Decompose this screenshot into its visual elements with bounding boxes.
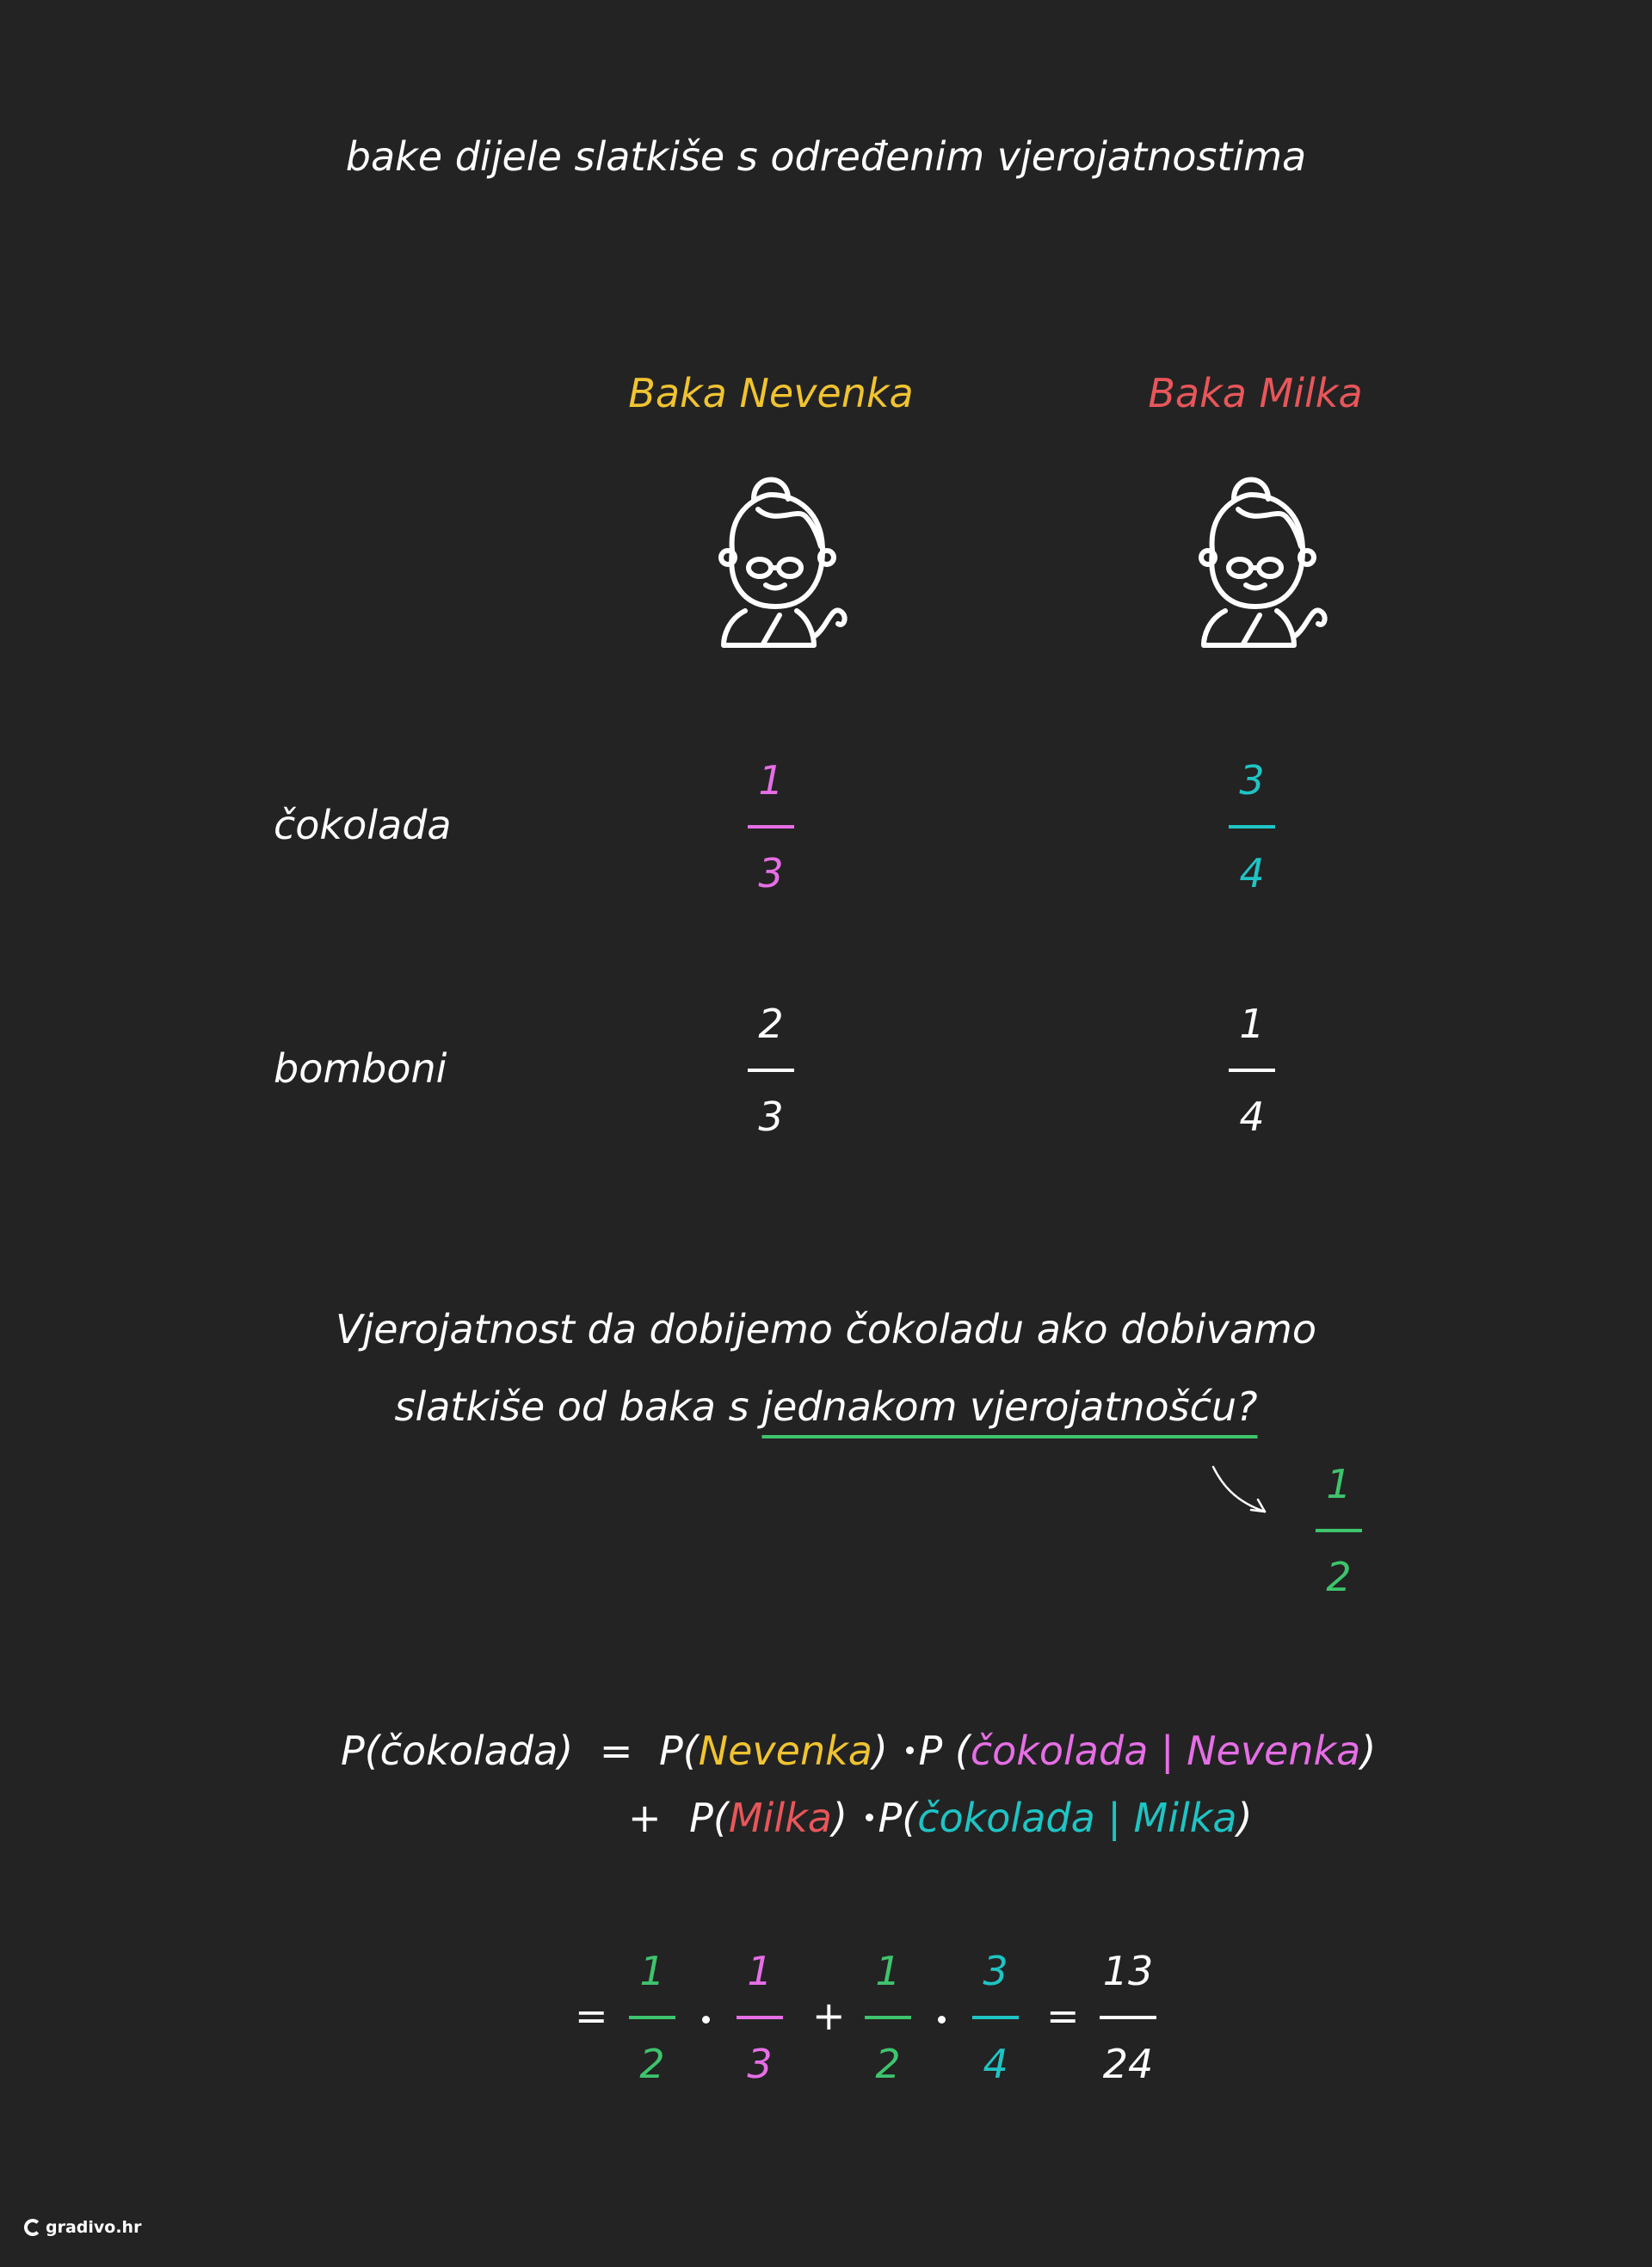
- numerator: 1: [1239, 1001, 1265, 1047]
- fraction-bar: [1229, 1069, 1275, 1072]
- formula-plus: +: [628, 1795, 662, 1841]
- multiplication-dot: [906, 1746, 914, 1754]
- formula-nevenka: Nevenka: [698, 1728, 872, 1774]
- formula-lhs: P(čokolada): [341, 1728, 574, 1774]
- logo-icon: [24, 2219, 41, 2236]
- formula-p-open-2: P (: [918, 1728, 971, 1774]
- numerator: 1: [747, 1948, 773, 1994]
- numerator: 1: [875, 1948, 901, 1994]
- grandma-icon: [693, 456, 848, 654]
- numerator: 2: [758, 1001, 784, 1047]
- formula-close-2: ): [1360, 1728, 1377, 1774]
- arrow-icon: [1205, 1458, 1273, 1519]
- formula-equals: =: [599, 1728, 633, 1774]
- denominator: 3: [758, 850, 784, 896]
- calc-fraction-4: [944, 1946, 1047, 2089]
- fraction-bar: [1229, 825, 1275, 829]
- calc-equals-2: =: [1046, 1993, 1080, 2039]
- fraction-bar: [1316, 1529, 1362, 1532]
- logo-text: gradivo.hr: [46, 2218, 142, 2237]
- multiplication-dot: [866, 1814, 873, 1821]
- row-label-cokolada: čokolada: [274, 802, 452, 848]
- fraction-bar: [972, 2016, 1019, 2019]
- denominator: 24: [1102, 2041, 1154, 2087]
- formula-line-1: [341, 1728, 1376, 1774]
- formula-cond-nevenka: čokolada | Nevenka: [970, 1728, 1361, 1774]
- fraction-bar: [748, 825, 794, 829]
- formula-close: ): [872, 1728, 888, 1774]
- fraction-bar: [865, 2016, 911, 2019]
- numerator: 13: [1102, 1948, 1154, 1994]
- calc-equals: =: [575, 1993, 608, 2039]
- denominator: 3: [747, 2041, 773, 2087]
- denominator: 2: [875, 2041, 901, 2087]
- gradivo-logo[interactable]: [24, 2218, 141, 2237]
- row-label-bomboni: bomboni: [274, 1045, 447, 1092]
- numerator: 1: [639, 1948, 665, 1994]
- formula-milka: Milka: [728, 1795, 832, 1841]
- calc-plus: +: [812, 1993, 846, 2039]
- formula-p-open-4: P(: [878, 1795, 918, 1841]
- numerator: 1: [1326, 1461, 1352, 1507]
- fraction-bar: [748, 1069, 794, 1072]
- fraction-milka-bomboni: [1200, 999, 1304, 1142]
- calc-fraction-2: [708, 1946, 811, 2089]
- denominator: 4: [983, 2041, 1008, 2087]
- calc-fraction-1: [601, 1946, 704, 2089]
- fraction-nevenka-cokolada: [719, 755, 823, 898]
- grandma-name-nevenka: Baka Nevenka: [628, 370, 914, 416]
- formula-close-3: ): [831, 1795, 848, 1841]
- question-line-1: Vjerojatnost da dobijemo čokoladu ako dobivamo: [336, 1306, 1316, 1352]
- formula-p-open-3: P(: [689, 1795, 729, 1841]
- fraction-milka-cokolada: [1200, 755, 1304, 898]
- fraction-bar: [1100, 2016, 1156, 2019]
- grandma-name-milka: Baka Milka: [1148, 370, 1363, 416]
- numerator: 1: [758, 757, 784, 804]
- calc-fraction-3: [836, 1946, 940, 2089]
- formula-line-2: [628, 1795, 1253, 1841]
- fraction-bar: [629, 2016, 675, 2019]
- question-prefix: slatkiše od baka s: [394, 1383, 762, 1430]
- numerator: 3: [1239, 757, 1265, 804]
- numerator: 3: [983, 1948, 1008, 1994]
- denominator: 3: [758, 1093, 784, 1140]
- answer-fraction: [1287, 1459, 1390, 1602]
- denominator: 4: [1239, 1093, 1265, 1140]
- denominator: 2: [1326, 1554, 1352, 1600]
- fraction-nevenka-bomboni: [719, 999, 823, 1142]
- denominator: 2: [639, 2041, 665, 2087]
- formula-p-open: P(: [659, 1728, 699, 1774]
- fraction-bar: [737, 2016, 783, 2019]
- question-underlined: jednakom vjerojatnošću?: [761, 1383, 1257, 1438]
- page-title: bake dijele slatkiše s određenim vjerojatnostima: [345, 133, 1307, 180]
- formula-close-4: ): [1236, 1795, 1253, 1841]
- calc-result: [1076, 1946, 1180, 2089]
- question-line-2: [395, 1383, 1258, 1430]
- grandma-icon: [1174, 456, 1328, 654]
- formula-cond-milka: čokolada | Milka: [917, 1795, 1237, 1841]
- denominator: 4: [1239, 850, 1265, 896]
